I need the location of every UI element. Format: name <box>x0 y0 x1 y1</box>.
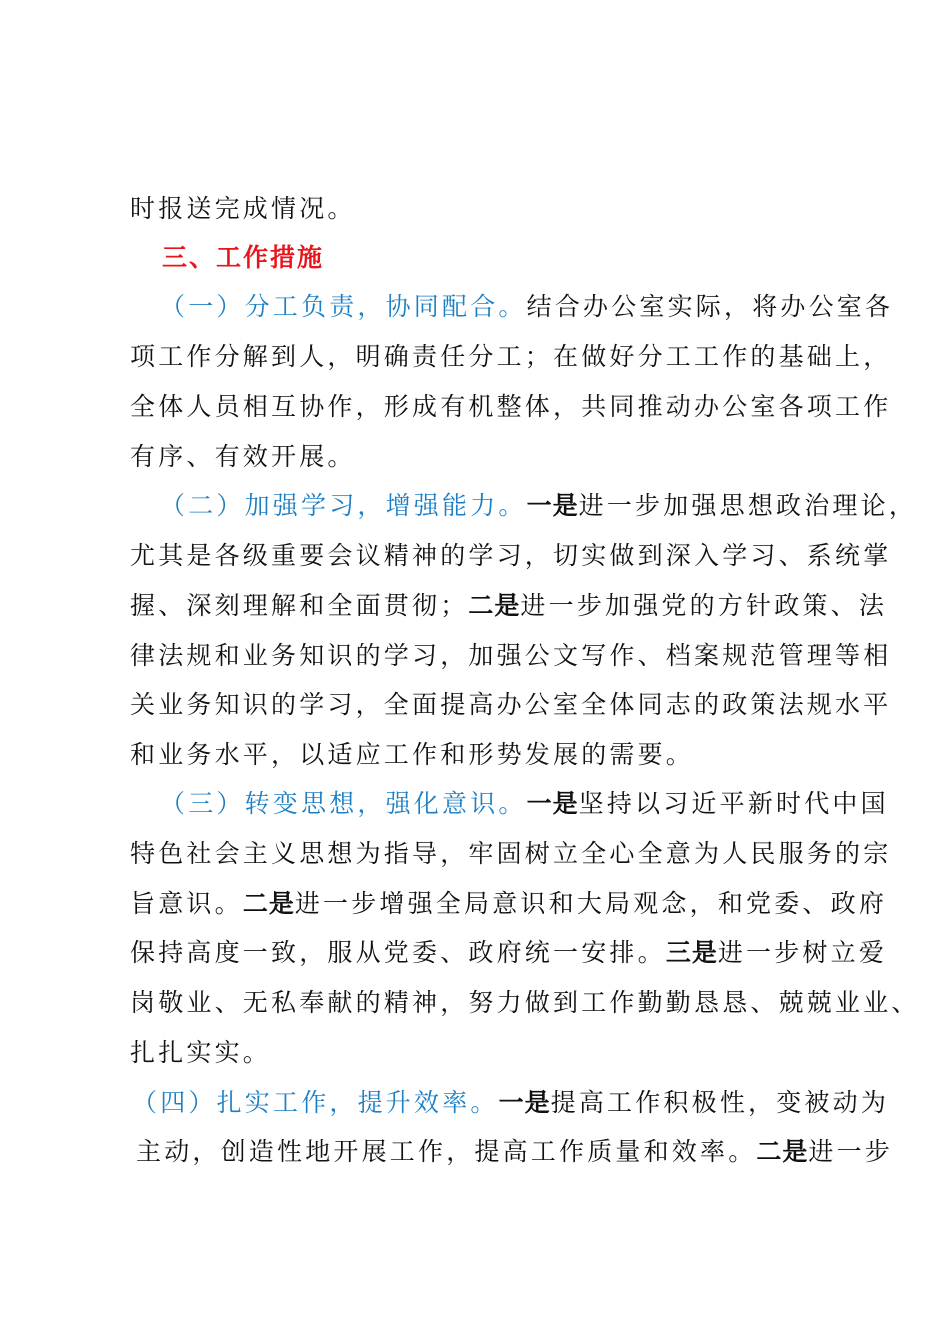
paragraph-line: 和业务水平，以适应工作和形势发展的需要。 <box>130 740 695 769</box>
paragraph-line: 有序、有效开展。 <box>130 442 356 471</box>
text: 进一步增强全局意识和大局观念，和党委、政府 <box>294 889 888 918</box>
subheading: （三）转变思想，强化意识。 <box>160 789 527 818</box>
text: 结合办公室实际，将办公室各 <box>526 292 894 321</box>
subheading: （四）扎实工作，提升效率。 <box>132 1088 499 1117</box>
paragraph-line: 关业务知识的学习，全面提高办公室全体同志的政策法规水平 <box>130 690 892 719</box>
paragraph-line <box>130 193 356 225</box>
emphasis: 一是 <box>526 491 579 520</box>
paragraph-line <box>130 888 887 920</box>
paragraph-line: 尤其是各级重要会议精神的学习，切实做到深入学习、系统掌 <box>130 541 892 570</box>
text: 时报送完成情况。 <box>130 194 356 223</box>
paragraph-line: 项工作分解到人，明确责任分工；在做好分工工作的基础上， <box>130 342 892 371</box>
paragraph-line: 扎扎实实。 <box>130 1038 272 1067</box>
emphasis: 二是 <box>756 1137 809 1166</box>
text: 进一步 <box>808 1137 894 1166</box>
text: 保持高度一致，服从党委、政府统一安排。 <box>130 938 666 967</box>
paragraph-line <box>160 788 889 820</box>
emphasis: 三是 <box>665 938 718 967</box>
subheading: （二）加强学习，增强能力。 <box>160 491 527 520</box>
emphasis: 二是 <box>468 591 521 620</box>
subheading: （一）分工负责，协同配合。 <box>160 292 527 321</box>
paragraph-line <box>136 1136 893 1168</box>
paragraph-line: 岗敬业、无私奉献的精神，努力做到工作勤勤恳恳、兢兢业业、 <box>130 988 920 1017</box>
paragraph-line <box>132 1087 889 1119</box>
emphasis: 二是 <box>242 889 295 918</box>
paragraph-line: 特色社会主义思想为指导，牢固树立全心全意为人民服务的宗 <box>130 839 892 868</box>
text: 进一步树立爱 <box>717 938 888 967</box>
paragraph-line <box>160 291 893 323</box>
text: 握、深刻理解和全面贯彻； <box>130 591 469 620</box>
paragraph-line <box>130 590 887 622</box>
paragraph-line: 全体人员相互协作，形成有机整体，共同推动办公室各项工作 <box>130 392 892 421</box>
emphasis: 一是 <box>498 1088 551 1117</box>
text: 进一步加强党的方针政策、法 <box>520 591 888 620</box>
emphasis: 一是 <box>526 789 579 818</box>
text: 坚持以习近平新时代中国 <box>578 789 889 818</box>
paragraph-line <box>130 937 887 969</box>
text: 主动，创造性地开展工作，提高工作质量和效率。 <box>136 1137 757 1166</box>
text: 旨意识。 <box>130 889 243 918</box>
paragraph-line: 律法规和业务知识的学习，加强公文写作、档案规范管理等相 <box>130 641 892 670</box>
paragraph-line <box>160 490 917 522</box>
text: 进一步加强思想政治理论， <box>578 491 918 520</box>
text: 提高工作积极性，变被动为 <box>550 1088 890 1117</box>
section-heading: 三、工作措施 <box>162 243 325 272</box>
